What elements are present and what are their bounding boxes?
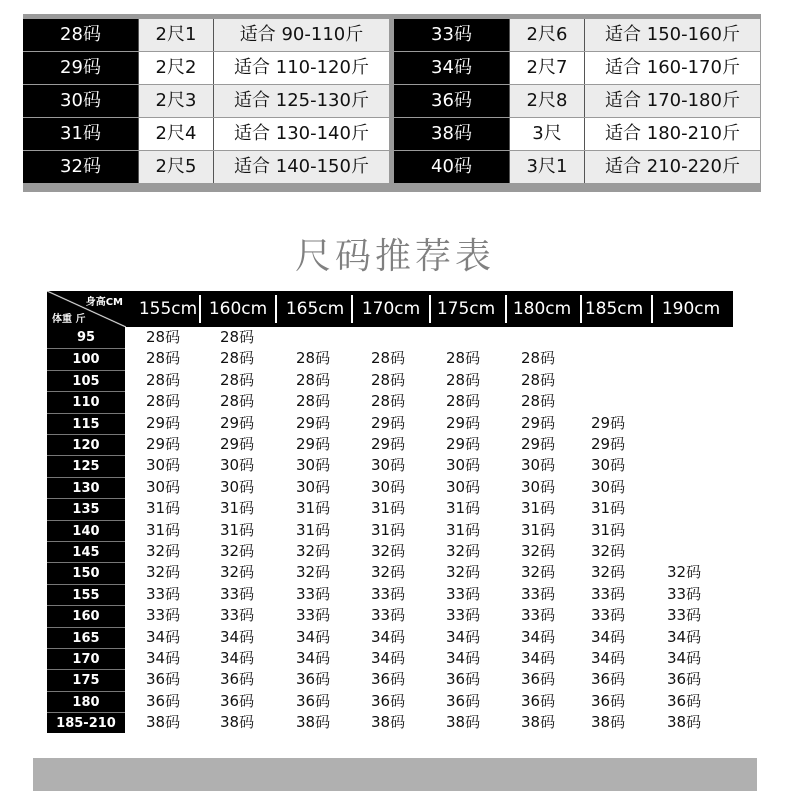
size-cell: 34码 [667, 628, 702, 646]
size-cell: 30码 [591, 456, 626, 474]
size-cell: 31码 [446, 521, 481, 539]
size-cell: 29码 [591, 414, 626, 432]
height-header-cell: 180cm [512, 299, 572, 319]
height-header-row [47, 291, 733, 327]
fit-weight-cell: 适合 180-210斤 [584, 118, 760, 150]
size-cell: 38码 [521, 713, 556, 731]
size-cell: 32码 [146, 563, 181, 581]
waist-ruler-cell: 2尺5 [138, 151, 213, 183]
recommend-title: 尺码推荐表 [294, 236, 495, 277]
waist-ruler-cell: 2尺6 [509, 19, 584, 51]
weight-cell: 165 [47, 627, 125, 648]
size-cell: 36码 [591, 692, 626, 710]
size-cell: 32码 [371, 563, 406, 581]
size-cell: 38码 [667, 713, 702, 731]
size-cell: 31码 [446, 499, 481, 517]
size-cell: 36码 [371, 692, 406, 710]
size-cell: 29码 [296, 435, 331, 453]
size-cell: 29码 [591, 435, 626, 453]
size-cell: 30码 [521, 478, 556, 496]
weight-cell: 115 [47, 413, 125, 434]
corner-weight-label: 体重 斤 [52, 314, 86, 325]
weight-cell: 125 [47, 455, 125, 476]
size-cell: 36码 [394, 85, 509, 117]
size-cell: 36码 [521, 670, 556, 688]
size-cell: 33码 [591, 606, 626, 624]
size-cell: 36码 [446, 692, 481, 710]
conversion-row [23, 52, 388, 84]
size-cell: 31码 [296, 499, 331, 517]
size-cell: 29码 [220, 435, 255, 453]
size-cell: 28码 [146, 328, 181, 346]
size-cell: 31码 [296, 521, 331, 539]
fit-weight-cell: 适合 130-140斤 [213, 118, 389, 150]
size-cell: 31码 [220, 499, 255, 517]
footer-bar [33, 758, 757, 791]
size-cell: 38码 [296, 713, 331, 731]
size-cell: 29码 [296, 414, 331, 432]
waist-ruler-cell: 3尺 [509, 118, 584, 150]
size-cell: 30码 [296, 456, 331, 474]
size-cell: 34码 [296, 628, 331, 646]
size-cell: 34码 [667, 649, 702, 667]
size-cell: 36码 [371, 670, 406, 688]
size-cell: 29码 [23, 52, 138, 84]
weight-cell: 105 [47, 370, 125, 391]
height-header-cell: 170cm [361, 299, 421, 319]
size-cell: 32码 [446, 542, 481, 560]
size-cell: 34码 [591, 628, 626, 646]
size-cell: 30码 [371, 456, 406, 474]
size-cell: 38码 [371, 713, 406, 731]
header-separator [651, 295, 653, 323]
weight-cell: 135 [47, 498, 125, 519]
fit-weight-cell: 适合 150-160斤 [584, 19, 760, 51]
size-cell: 32码 [591, 542, 626, 560]
height-header-cell: 155cm [138, 299, 198, 319]
size-cell: 29码 [220, 414, 255, 432]
size-cell: 28码 [220, 371, 255, 389]
size-cell: 36码 [667, 670, 702, 688]
weight-cell: 145 [47, 541, 125, 562]
size-cell: 30码 [220, 478, 255, 496]
size-cell: 30码 [23, 85, 138, 117]
size-cell: 34码 [446, 628, 481, 646]
size-cell: 28码 [521, 371, 556, 389]
size-cell: 34码 [521, 628, 556, 646]
size-cell: 31码 [371, 499, 406, 517]
header-corner [47, 291, 126, 327]
size-cell: 28码 [371, 392, 406, 410]
size-cell: 29码 [146, 414, 181, 432]
size-cell: 29码 [371, 435, 406, 453]
size-cell: 29码 [521, 414, 556, 432]
size-cell: 36码 [220, 670, 255, 688]
size-cell: 33码 [146, 606, 181, 624]
size-cell: 38码 [220, 713, 255, 731]
size-cell: 33码 [591, 585, 626, 603]
size-cell: 33码 [371, 585, 406, 603]
waist-ruler-cell: 2尺7 [509, 52, 584, 84]
size-cell: 32码 [296, 542, 331, 560]
size-cell: 30码 [146, 456, 181, 474]
size-cell: 30码 [446, 478, 481, 496]
size-cell: 30码 [220, 456, 255, 474]
size-cell: 34码 [220, 649, 255, 667]
height-header-cell: 160cm [208, 299, 268, 319]
size-cell: 34码 [521, 649, 556, 667]
size-cell: 29码 [446, 435, 481, 453]
size-cell: 28码 [23, 19, 138, 51]
conversion-row [394, 85, 759, 117]
size-cell: 36码 [446, 670, 481, 688]
size-cell: 28码 [371, 371, 406, 389]
conversion-row [23, 151, 388, 183]
waist-ruler-cell: 3尺1 [509, 151, 584, 183]
header-separator [199, 295, 201, 323]
height-header-cell: 175cm [436, 299, 496, 319]
size-cell: 31码 [591, 499, 626, 517]
size-cell: 28码 [371, 349, 406, 367]
size-cell: 33码 [371, 606, 406, 624]
weight-cell: 175 [47, 669, 125, 690]
size-cell: 34码 [146, 628, 181, 646]
size-cell: 33码 [220, 585, 255, 603]
size-cell: 28码 [220, 392, 255, 410]
size-cell: 28码 [220, 328, 255, 346]
conversion-block-left [23, 19, 388, 183]
size-cell: 32码 [371, 542, 406, 560]
size-cell: 36码 [146, 670, 181, 688]
header-separator [429, 295, 431, 323]
fit-weight-cell: 适合 160-170斤 [584, 52, 760, 84]
size-cell: 38码 [394, 118, 509, 150]
size-cell: 30码 [296, 478, 331, 496]
weight-cell: 95 [76, 330, 96, 345]
size-cell: 38码 [591, 713, 626, 731]
size-cell: 31码 [146, 521, 181, 539]
size-cell: 33码 [446, 606, 481, 624]
size-cell: 29码 [446, 414, 481, 432]
size-cell: 28码 [296, 392, 331, 410]
height-header-cell: 165cm [285, 299, 345, 319]
weight-cell: 185-210 [47, 712, 125, 733]
size-cell: 34码 [296, 649, 331, 667]
fit-weight-cell: 适合 210-220斤 [584, 151, 760, 183]
weight-cell: 180 [47, 691, 125, 712]
size-cell: 31码 [23, 118, 138, 150]
size-cell: 40码 [394, 151, 509, 183]
size-cell: 31码 [146, 499, 181, 517]
size-cell: 33码 [394, 19, 509, 51]
size-cell: 28码 [446, 349, 481, 367]
height-header-cell: 185cm [584, 299, 644, 319]
size-cell: 32码 [296, 563, 331, 581]
conversion-row [394, 118, 759, 150]
weight-cell: 120 [47, 434, 125, 455]
waist-ruler-cell: 2尺4 [138, 118, 213, 150]
weight-cell: 140 [47, 520, 125, 541]
size-conversion-table [23, 14, 761, 192]
fit-weight-cell: 适合 90-110斤 [213, 19, 389, 51]
size-cell: 30码 [446, 456, 481, 474]
header-separator [580, 295, 582, 323]
size-cell: 33码 [667, 606, 702, 624]
waist-ruler-cell: 2尺8 [509, 85, 584, 117]
size-cell: 28码 [146, 371, 181, 389]
size-cell: 31码 [521, 521, 556, 539]
size-cell: 32码 [23, 151, 138, 183]
size-cell: 28码 [220, 349, 255, 367]
fit-weight-cell: 适合 140-150斤 [213, 151, 389, 183]
size-cell: 34码 [146, 649, 181, 667]
size-cell: 36码 [591, 670, 626, 688]
size-cell: 31码 [521, 499, 556, 517]
size-cell: 33码 [146, 585, 181, 603]
fit-weight-cell: 适合 125-130斤 [213, 85, 389, 117]
size-cell: 31码 [220, 521, 255, 539]
weight-cell: 100 [47, 348, 125, 369]
conversion-row [394, 19, 759, 51]
size-cell: 32码 [446, 563, 481, 581]
size-cell: 32码 [591, 563, 626, 581]
size-cell: 28码 [446, 392, 481, 410]
size-cell: 36码 [667, 692, 702, 710]
size-cell: 32码 [667, 563, 702, 581]
size-cell: 34码 [394, 52, 509, 84]
size-cell: 28码 [446, 371, 481, 389]
size-cell: 34码 [371, 628, 406, 646]
header-separator [351, 295, 353, 323]
waist-ruler-cell: 2尺3 [138, 85, 213, 117]
size-cell: 33码 [521, 585, 556, 603]
size-cell: 33码 [667, 585, 702, 603]
fit-weight-cell: 适合 110-120斤 [213, 52, 389, 84]
weight-cell: 170 [47, 648, 125, 669]
size-cell: 38码 [146, 713, 181, 731]
conversion-block-right [394, 19, 759, 183]
height-header-cell: 190cm [661, 299, 721, 319]
size-cell: 36码 [521, 692, 556, 710]
corner-height-label: 身高CM [85, 297, 123, 308]
size-cell: 28码 [296, 349, 331, 367]
size-cell: 33码 [220, 606, 255, 624]
conversion-row [394, 52, 759, 84]
size-cell: 34码 [220, 628, 255, 646]
size-cell: 32码 [521, 563, 556, 581]
size-cell: 30码 [591, 478, 626, 496]
size-cell: 33码 [521, 606, 556, 624]
size-cell: 33码 [296, 585, 331, 603]
size-cell: 34码 [371, 649, 406, 667]
size-cell: 28码 [521, 392, 556, 410]
size-cell: 28码 [521, 349, 556, 367]
size-cell: 30码 [371, 478, 406, 496]
size-cell: 36码 [220, 692, 255, 710]
size-cell: 33码 [296, 606, 331, 624]
weight-cell: 130 [47, 477, 125, 498]
size-cell: 28码 [146, 392, 181, 410]
conversion-row [23, 118, 388, 150]
size-cell: 29码 [146, 435, 181, 453]
weight-cell: 155 [47, 584, 125, 605]
size-cell: 32码 [146, 542, 181, 560]
weight-column [47, 327, 125, 733]
size-cell: 36码 [296, 692, 331, 710]
header-separator [275, 295, 277, 323]
size-cell: 28码 [146, 349, 181, 367]
waist-ruler-cell: 2尺1 [138, 19, 213, 51]
size-cell: 32码 [220, 563, 255, 581]
weight-cell: 150 [47, 562, 125, 583]
size-cell: 28码 [296, 371, 331, 389]
header-separator [505, 295, 507, 323]
conversion-row [394, 151, 759, 183]
weight-cell: 160 [47, 605, 125, 626]
size-cell: 34码 [591, 649, 626, 667]
size-cell: 31码 [371, 521, 406, 539]
fit-weight-cell: 适合 170-180斤 [584, 85, 760, 117]
size-cell: 31码 [591, 521, 626, 539]
conversion-row [23, 85, 388, 117]
size-cell: 36码 [296, 670, 331, 688]
weight-cell: 110 [47, 391, 125, 412]
size-cell: 32码 [521, 542, 556, 560]
size-cell: 32码 [220, 542, 255, 560]
waist-ruler-cell: 2尺2 [138, 52, 213, 84]
size-cell: 29码 [371, 414, 406, 432]
size-cell: 30码 [146, 478, 181, 496]
size-cell: 30码 [521, 456, 556, 474]
size-cell: 29码 [521, 435, 556, 453]
size-cell: 36码 [146, 692, 181, 710]
size-cell: 33码 [446, 585, 481, 603]
size-cell: 38码 [446, 713, 481, 731]
size-cell: 34码 [446, 649, 481, 667]
conversion-row [23, 19, 388, 51]
